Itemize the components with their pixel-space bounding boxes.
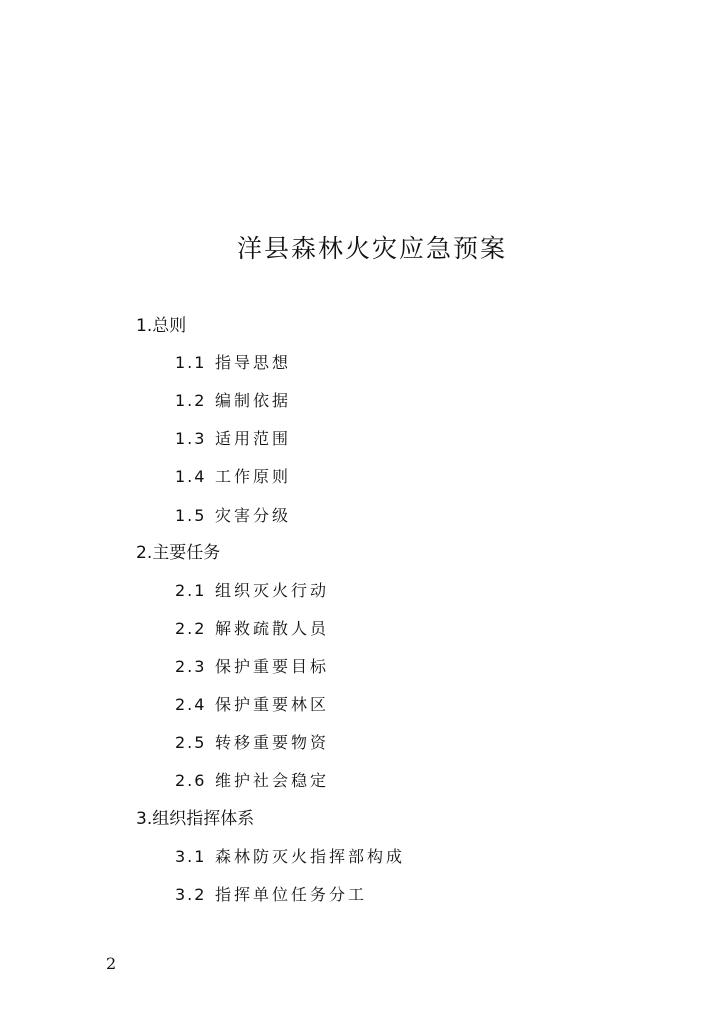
toc-item-text: 保护重要目标 — [215, 657, 330, 676]
toc-item — [175, 732, 329, 754]
toc-item-number: 1.3 — [175, 429, 207, 448]
toc-item-number: 3.1 — [175, 847, 207, 866]
toc-item-number: 2.5 — [175, 733, 207, 752]
toc-item — [175, 466, 291, 488]
toc-item — [175, 390, 291, 412]
toc-item-number: 2.2 — [175, 619, 207, 638]
toc-item — [175, 618, 329, 640]
toc-section-heading: 2.主要任务 — [136, 543, 221, 563]
toc-item-number: 1.1 — [175, 353, 207, 372]
toc-section-heading: 1.总则 — [136, 316, 187, 336]
toc-section-heading: 3.组织指挥体系 — [136, 809, 255, 829]
toc-item-text: 指导思想 — [215, 353, 292, 372]
toc-item — [175, 505, 291, 527]
toc-item-number: 2.4 — [175, 695, 207, 714]
toc-item — [175, 656, 329, 678]
toc-item-text: 编制依据 — [215, 391, 292, 410]
toc-item-text: 保护重要林区 — [215, 695, 330, 714]
toc-item — [175, 846, 405, 868]
toc-item — [175, 884, 367, 906]
toc-item — [175, 694, 329, 716]
toc-item-number: 1.4 — [175, 467, 207, 486]
toc-item-text: 组织灭火行动 — [215, 581, 330, 600]
toc-item-number: 1.2 — [175, 391, 207, 410]
toc-item-text: 维护社会稳定 — [215, 771, 330, 790]
toc-item — [175, 428, 291, 450]
page-number: 2 — [106, 954, 117, 973]
document-title: 洋县森林火灾应急预案 — [236, 234, 507, 263]
toc-item-number: 3.2 — [175, 885, 207, 904]
toc-item-text: 指挥单位任务分工 — [215, 885, 368, 904]
toc-item-number: 2.6 — [175, 771, 207, 790]
toc-item — [175, 352, 291, 374]
toc-item-text: 转移重要物资 — [215, 733, 330, 752]
toc-item-text: 解救疏散人员 — [215, 619, 330, 638]
toc-item-text: 森林防灭火指挥部构成 — [215, 847, 406, 866]
toc-item — [175, 770, 329, 792]
toc-item-text: 工作原则 — [215, 467, 292, 486]
toc-item-number: 2.3 — [175, 657, 207, 676]
toc-item-number: 1.5 — [175, 506, 207, 525]
toc-item-number: 2.1 — [175, 581, 207, 600]
toc-item-text: 灾害分级 — [215, 506, 292, 525]
toc-item — [175, 580, 329, 602]
toc-item-text: 适用范围 — [215, 429, 292, 448]
